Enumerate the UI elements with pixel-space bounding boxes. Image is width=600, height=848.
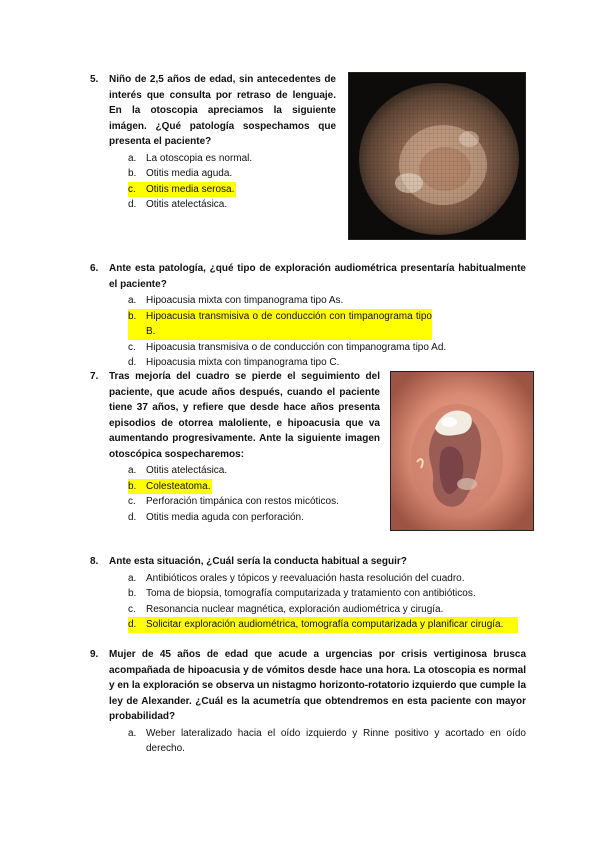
question-9 (90, 647, 526, 757)
eardrum-illustration (349, 73, 525, 239)
question-number: 6. (90, 263, 99, 274)
option-c[interactable]: c. Perforación timpánica con restos micóticos. (128, 496, 339, 507)
option-b-highlighted[interactable]: b. Colesteatoma. (128, 479, 212, 495)
option-a[interactable]: a. Antibióticos orales y tópicos y reevaluación hasta resolución del cuadro. (128, 572, 465, 584)
option-a[interactable]: a. Hipoacusia mixta con timpanograma tipo As. (128, 295, 344, 306)
question-stem: Mujer de 45 años de edad que acude a urgencias por crisis vertiginosa brusca acompañada de hipoacusia y de vómitos desde hace una hora. La otoscopia es normal y en la exploración se observa un nistagmo horizonto-rotatorio izquierdo que cumple la ley de Alexander. ¿Cuál es la acumetría que obtendremos en esta paciente con mayor probabilidad? (109, 649, 526, 722)
otoscopy-image-cholesteatoma (390, 371, 534, 531)
question-stem: Tras mejoría del cuadro se pierde el seguimiento del paciente, que acude años después, cuando el paciente tiene 37 años, y refiere que desde hace años presenta episodios de otorrea maloliente, e hipoacusia que va aumentando progresivamente. Ante la siguiente imagen otoscópica sospecharemos: (109, 371, 380, 460)
question-stem: Ante esta patología, ¿qué tipo de exploración audiométrica presentaría habitualmente el paciente? (109, 263, 526, 290)
question-5 (90, 72, 336, 213)
option-d[interactable]: d. Otitis media aguda con perforación. (128, 511, 304, 523)
option-d-highlighted[interactable]: d. Solicitar exploración audiométrica, tomografía computarizada y planificar cirugía. (128, 617, 518, 633)
option-b[interactable]: b. Toma de biopsia, tomografía computarizada y tratamiento con antibióticos. (128, 588, 476, 599)
question-stem: Niño de 2,5 años de edad, sin antecedentes de interés que consulta por retraso de lenguaje. En la otoscopia apreciamos la siguiente imágen. ¿Qué patología sospechamos que presenta el paciente? (109, 74, 336, 147)
option-list (128, 571, 526, 633)
question-number: 5. (90, 74, 99, 85)
question-number: 7. (90, 371, 99, 382)
question-number: 9. (90, 649, 99, 660)
otoscopy-image-serous-otitis (348, 72, 526, 240)
ear-canal-illustration (391, 372, 533, 530)
question-7 (90, 369, 380, 525)
option-b[interactable]: b. Otitis media aguda. (128, 168, 233, 179)
option-c-highlighted[interactable]: c. Otitis media serosa. (128, 182, 236, 198)
option-b-highlighted[interactable]: b. Hipoacusia transmisiva o de conducción con timpanograma tipo B. (128, 309, 432, 340)
option-list (128, 726, 526, 757)
option-d[interactable]: d. Otitis atelectásica. (128, 199, 228, 210)
question-8 (90, 554, 526, 633)
option-a[interactable]: a. Weber lateralizado hacia el oído izquierdo y Rinne positivo y acortado en oído derecho. (128, 727, 526, 754)
question-stem: Ante esta situación, ¿Cuál sería la conducta habitual a seguir? (109, 556, 407, 567)
question-number: 8. (90, 556, 99, 567)
option-a[interactable]: a. Otitis atelectásica. (128, 465, 228, 476)
option-list (128, 463, 380, 525)
option-c[interactable]: c. Resonancia nuclear magnética, exploración audiométrica y cirugía. (128, 603, 444, 615)
question-6 (90, 261, 526, 371)
option-a[interactable]: a. La otoscopia es normal. (128, 152, 253, 164)
option-list (128, 293, 526, 371)
option-c[interactable]: c. Hipoacusia transmisiva o de conducción con timpanograma tipo Ad. (128, 341, 447, 353)
option-d[interactable]: d. Hipoacusia mixta con timpanograma tipo C. (128, 357, 340, 368)
option-list (128, 151, 336, 213)
